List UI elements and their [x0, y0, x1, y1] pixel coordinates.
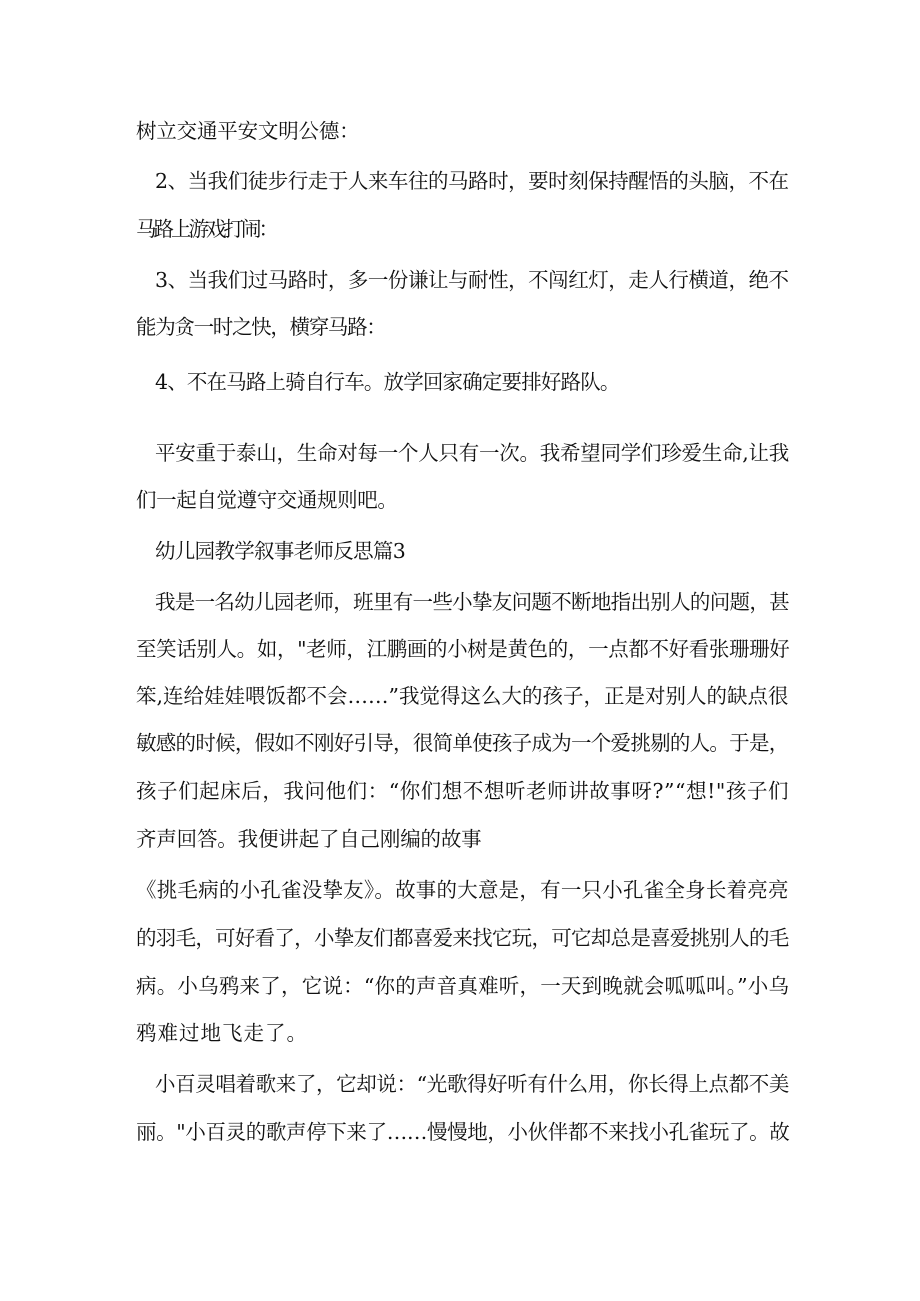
text-line: 小百灵唱着歌来了，它却说：“光歌得好听有什么用，你长得上点都不美	[155, 1072, 789, 1096]
text-line: 孩子们起床后，我问他们：“你们想不想听老师讲故事呀?”“想!"孩子们	[136, 779, 790, 803]
text-line: 能为贪一时之快，横穿马路：	[136, 315, 386, 339]
text-line: 的羽毛，可好看了，小挚友们都喜爱来找它玩，可它却总是喜爱挑别人的毛	[136, 926, 789, 950]
text-line: 笨,连给娃娃喂饭都不会……”我觉得这么大的孩子，正是对别人的缺点很	[136, 684, 789, 708]
text-line: 们一起自觉遵守交通规则吧。	[136, 488, 398, 512]
text-line: 丽。"小百灵的歌声停下来了……慢慢地，小伙伴都不来找小孔雀玩了。故	[136, 1120, 790, 1144]
text-line: 敏感的时候，假如不刚好引导，很简单使孩子成为一个爱挑剔的人。于是，	[136, 731, 789, 755]
text-line: 树立交通平安文明公德：	[136, 119, 360, 143]
text-line: 病。小乌鸦来了，它说：“你的声音真难听，一天到晚就会呱呱叫。”小乌	[136, 974, 790, 998]
text-line: 我是一名幼儿园老师，班里有一些小挚友问题不断地指出别人的问题，甚	[155, 590, 789, 614]
text-line: 马路上游戏打闹：	[136, 217, 276, 241]
text-line: 3、当我们过马路时，多一份谦让与耐性，不闯红灯，走人行横道，绝不	[155, 268, 789, 292]
text-line: 4、不在马路上骑自行车。放学回家确定要排好路队。	[155, 370, 620, 394]
section-heading: 幼儿园教学叙事老师反思篇3	[155, 539, 406, 563]
text-line: 平安重于泰山，生命对每一个人只有一次。我希望同学们珍爱生命,让我	[155, 441, 790, 465]
text-line: 鸦难过地飞走了。	[136, 1021, 308, 1045]
text-line: 至笑话别人。如，"老师，江鹏画的小树是黄色的，一点都不好看张珊珊好	[136, 637, 790, 661]
text-line: 《挑毛病的小孔雀没挚友》。故事的大意是，有一只小孔雀全身长着亮亮	[136, 878, 789, 902]
text-line: 2、当我们徒步行走于人来车往的马路时，要时刻保持醒悟的头脑，不在	[155, 169, 789, 193]
text-line: 齐声回答。我便讲起了自己刚编的故事	[136, 827, 482, 851]
